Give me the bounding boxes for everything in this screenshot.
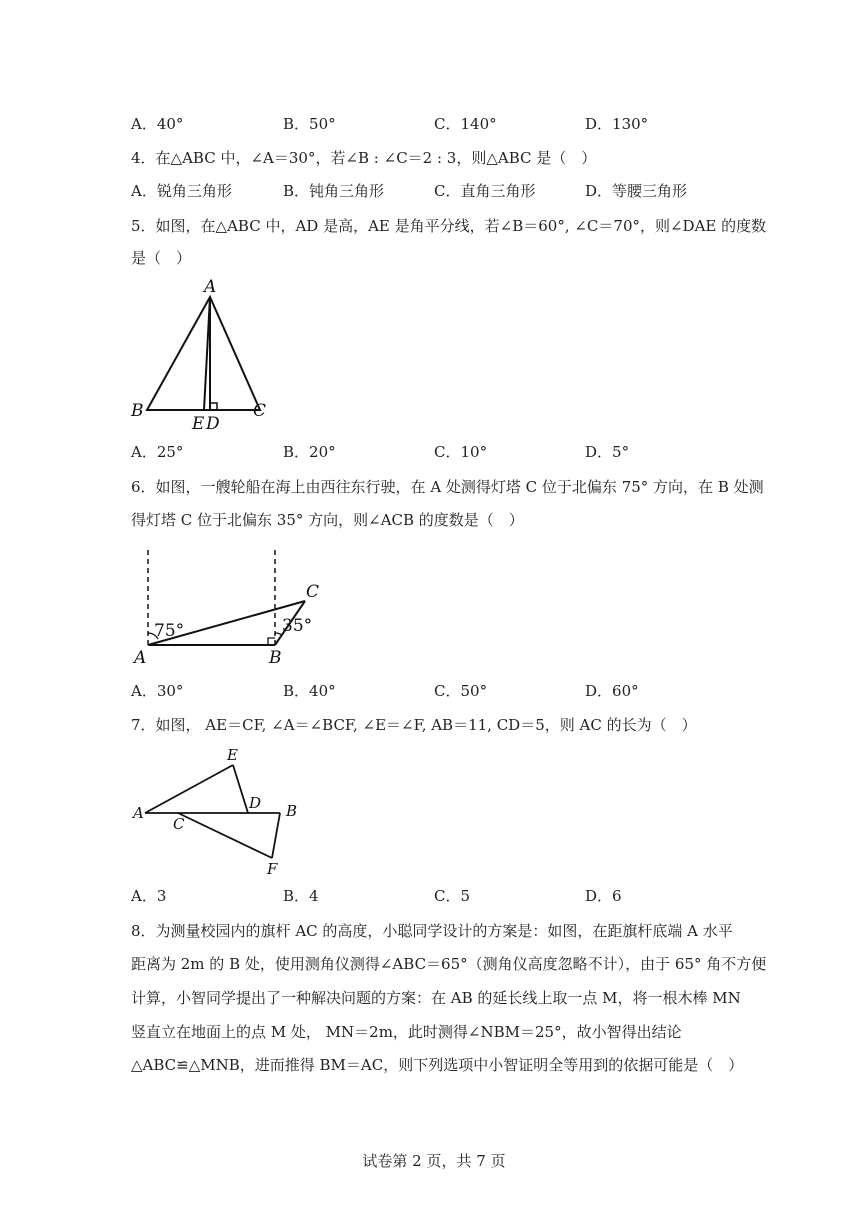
q6-angle-label-b: 35° — [282, 616, 313, 636]
q3-option-d: D．130° — [585, 115, 649, 133]
q7-congruent-figure — [130, 742, 310, 877]
q5-triangle-abc — [147, 297, 260, 410]
q7-label-c: C — [173, 815, 185, 833]
q7-label-a: A — [133, 804, 144, 822]
q7-segment-cf — [178, 813, 272, 858]
q6-label-a: A — [134, 648, 147, 668]
q4-stem: 4．在△ABC 中，∠A＝30°，若∠B : ∠C＝2 : 3，则△ABC 是（ ） — [131, 149, 597, 167]
q7-segment-ae — [145, 765, 233, 813]
q6-option-c: C．50° — [434, 682, 488, 700]
q7-label-d: D — [249, 794, 262, 812]
q8-line3: 计算，小智同学提出了一种解决问题的方案：在 AB 的延长线上取一点 M，将一根木棒 MN — [131, 989, 741, 1007]
q7-label-e: E — [227, 746, 238, 764]
q7-label-b: B — [286, 802, 298, 820]
q3-option-c: C．140° — [434, 115, 497, 133]
q4-option-d: D．等腰三角形 — [585, 182, 688, 200]
q6-right-angle-mark — [268, 638, 275, 645]
q5-right-angle-mark — [210, 403, 217, 410]
q6-option-a: A．30° — [131, 682, 184, 700]
q5-label-d: D — [206, 414, 220, 434]
q5-option-d: D．5° — [585, 443, 630, 461]
q8-line4: 竖直立在地面上的点 M 处， MN＝2m，此时测得∠NBM＝25°，故小智得出结论 — [131, 1023, 682, 1041]
page-footer: 试卷第 2 页，共 7 页 — [362, 1152, 506, 1170]
q4-option-b: B．钝角三角形 — [283, 182, 385, 200]
q7-label-f: F — [267, 860, 278, 877]
q5-stem-line1: 5．如图，在△ABC 中，AD 是高，AE 是角平分线，若∠B＝60°, ∠C＝70°，则∠DAE 的度数 — [131, 217, 767, 235]
q6-label-b: B — [269, 648, 282, 668]
q5-triangle-figure — [125, 275, 275, 435]
q6-option-b: B．40° — [283, 682, 336, 700]
q5-option-a: A．25° — [131, 443, 184, 461]
q6-lighthouse-figure — [130, 545, 340, 670]
q6-angle-arc-b — [275, 633, 282, 635]
q8-line2: 距离为 2m 的 B 处，使用测角仪测得∠ABC＝65°（测角仪高度忽略不计），由于 65° 角不方便 — [131, 955, 767, 973]
q5-option-b: B．20° — [283, 443, 336, 461]
q5-label-b: B — [131, 401, 144, 421]
q6-angle-label-a: 75° — [154, 621, 185, 641]
q8-line1: 8．为测量校园内的旗杆 AC 的高度，小聪同学设计的方案是：如图，在距旗杆底端 A 水平 — [131, 922, 733, 940]
q5-label-c: C — [253, 401, 267, 421]
q6-label-c: C — [306, 582, 320, 602]
q7-segment-ed — [233, 765, 248, 813]
q3-option-a: A．40° — [131, 115, 184, 133]
q4-option-c: C．直角三角形 — [434, 182, 536, 200]
q6-option-d: D．60° — [585, 682, 639, 700]
q6-stem-line2: 得灯塔 C 位于北偏东 35° 方向，则∠ACB 的度数是（ ） — [131, 511, 524, 529]
q3-option-b: B．50° — [283, 115, 336, 133]
q4-option-a: A．锐角三角形 — [131, 182, 232, 200]
q7-option-a: A．3 — [131, 887, 167, 905]
q8-line5: △ABC≌△MNB，进而推得 BM＝AC，则下列选项中小智证明全等用到的依据可能是（ ） — [131, 1056, 744, 1074]
q7-option-c: C．5 — [434, 887, 471, 905]
q6-stem-line1: 6．如图，一艘轮船在海上由西往东行驶，在 A 处测得灯塔 C 位于北偏东 75° 方向，在 B 处测 — [131, 478, 764, 496]
q5-option-c: C．10° — [434, 443, 488, 461]
q7-segment-bf — [272, 813, 280, 858]
q5-label-e: E — [192, 414, 205, 434]
q5-stem-line2: 是（ ） — [131, 249, 192, 267]
q5-label-a: A — [204, 277, 217, 297]
q7-option-b: B．4 — [283, 887, 319, 905]
q7-option-d: D．6 — [585, 887, 622, 905]
q7-stem: 7．如图， AE＝CF, ∠A＝∠BCF, ∠E＝∠F, AB＝11, CD＝5，则 AC 的长为（ ） — [131, 716, 697, 734]
